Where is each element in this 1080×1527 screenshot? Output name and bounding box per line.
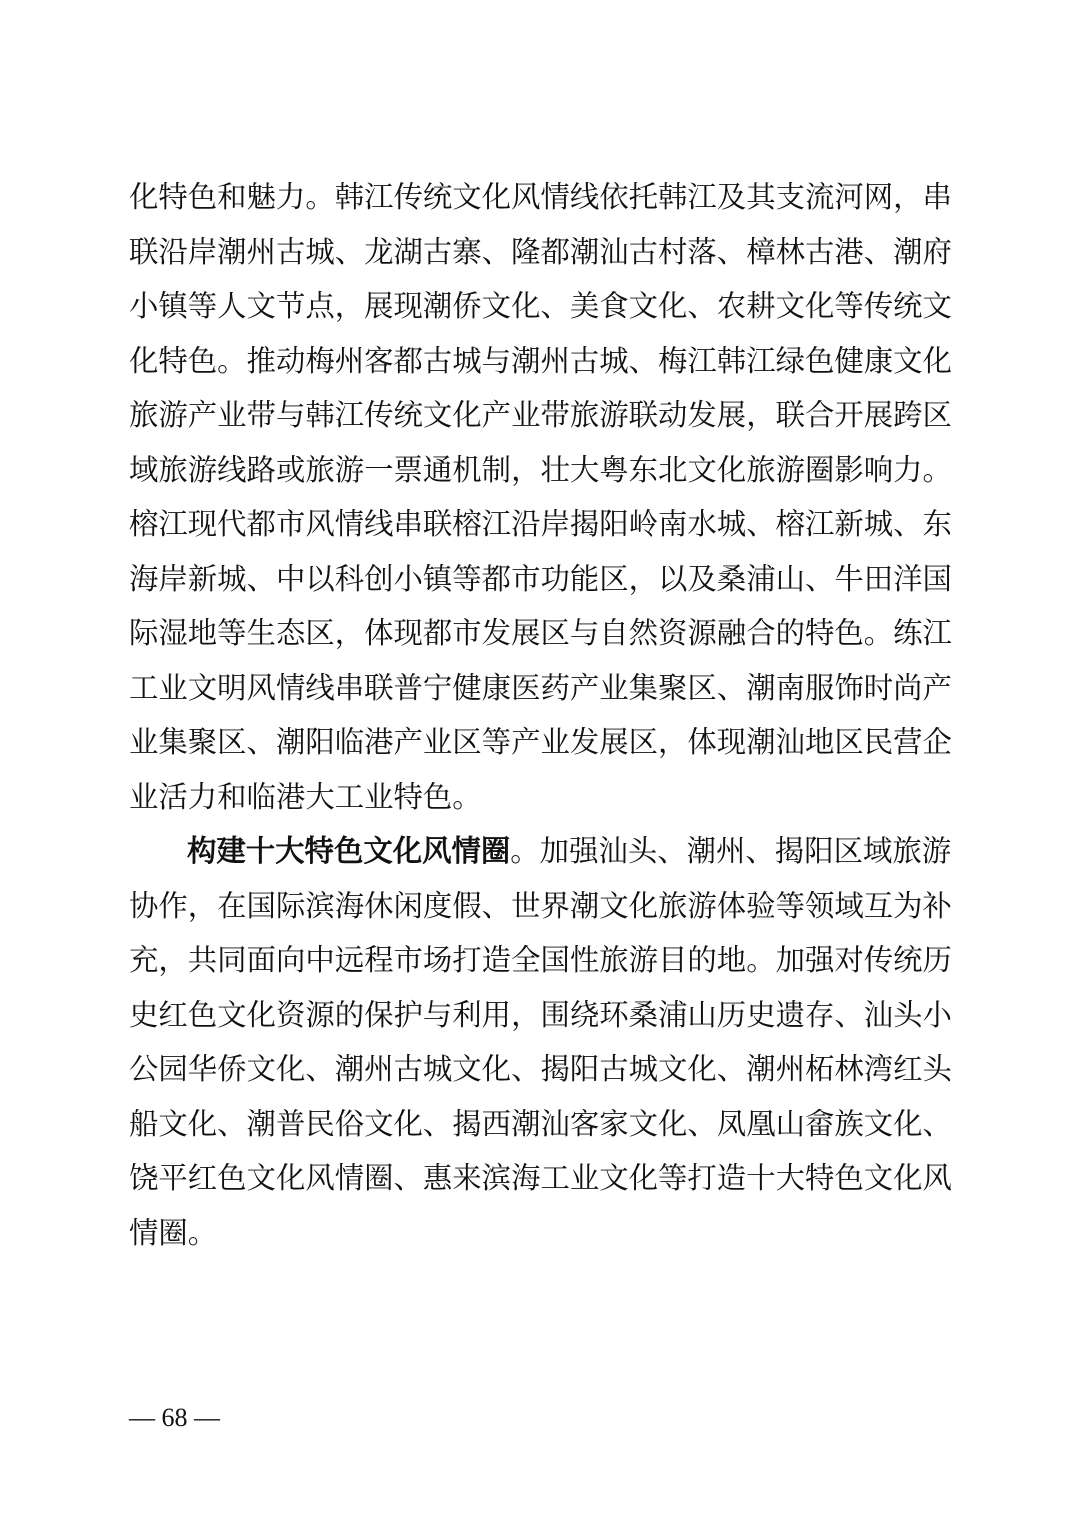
section-heading-bold: 构建十大特色文化风情圈 bbox=[187, 833, 511, 868]
text-line: 饶平红色文化风情圈、惠来滨海工业文化等打造十大特色文化风 bbox=[129, 1161, 952, 1195]
body-text bbox=[129, 170, 951, 1260]
section-heading-line bbox=[129, 824, 951, 879]
section-heading-rest: 。加强汕头、潮州、揭阳区域旅游 bbox=[510, 834, 952, 868]
text-line: 充，共同面向中远程市场打造全国性旅游目的地。加强对传统历 bbox=[129, 943, 952, 977]
text-line: 际湿地等生态区，体现都市发展区与自然资源融合的特色。练江 bbox=[129, 616, 952, 650]
text-line: 榕江现代都市风情线串联榕江沿岸揭阳岭南水城、榕江新城、东 bbox=[129, 507, 952, 541]
text-line: 化特色。推动梅州客都古城与潮州古城、梅江韩江绿色健康文化 bbox=[129, 343, 952, 378]
text-line: 公园华侨文化、潮州古城文化、揭阳古城文化、潮州柘林湾红头 bbox=[129, 1052, 952, 1086]
text-line: 情圈。 bbox=[129, 1215, 218, 1250]
text-line: 业活力和临港大工业特色。 bbox=[129, 779, 482, 814]
text-line: 旅游产业带与韩江传统文化产业带旅游联动发展，联合开展跨区 bbox=[129, 398, 952, 432]
text-line: 化特色和魅力。韩江传统文化风情线依托韩江及其支流河网，串 bbox=[129, 180, 952, 214]
text-line: 业集聚区、潮阳临港产业区等产业发展区，体现潮汕地区民营企 bbox=[129, 725, 952, 759]
text-line: 海岸新城、中以科创小镇等都市功能区，以及桑浦山、牛田洋国 bbox=[129, 561, 952, 596]
text-line: 史红色文化资源的保护与利用，围绕环桑浦山历史遗存、汕头小 bbox=[129, 997, 952, 1032]
text-line: 协作，在国际滨海休闲度假、世界潮文化旅游体验等领域互为补 bbox=[129, 888, 952, 923]
text-line: 船文化、潮普民俗文化、揭西潮汕客家文化、凤凰山畲族文化、 bbox=[129, 1106, 952, 1141]
text-line: 工业文明风情线串联普宁健康医药产业集聚区、潮南服饰时尚产 bbox=[129, 670, 952, 705]
text-line: 域旅游线路或旅游一票通机制，壮大粤东北文化旅游圈影响力。 bbox=[129, 452, 952, 487]
text-line: 小镇等人文节点，展现潮侨文化、美食文化、农耕文化等传统文 bbox=[129, 289, 952, 323]
page-number: — 68 — bbox=[129, 1403, 220, 1432]
text-line: 联沿岸潮州古城、龙湖古寨、隆都潮汕古村落、樟林古港、潮府 bbox=[129, 234, 952, 269]
